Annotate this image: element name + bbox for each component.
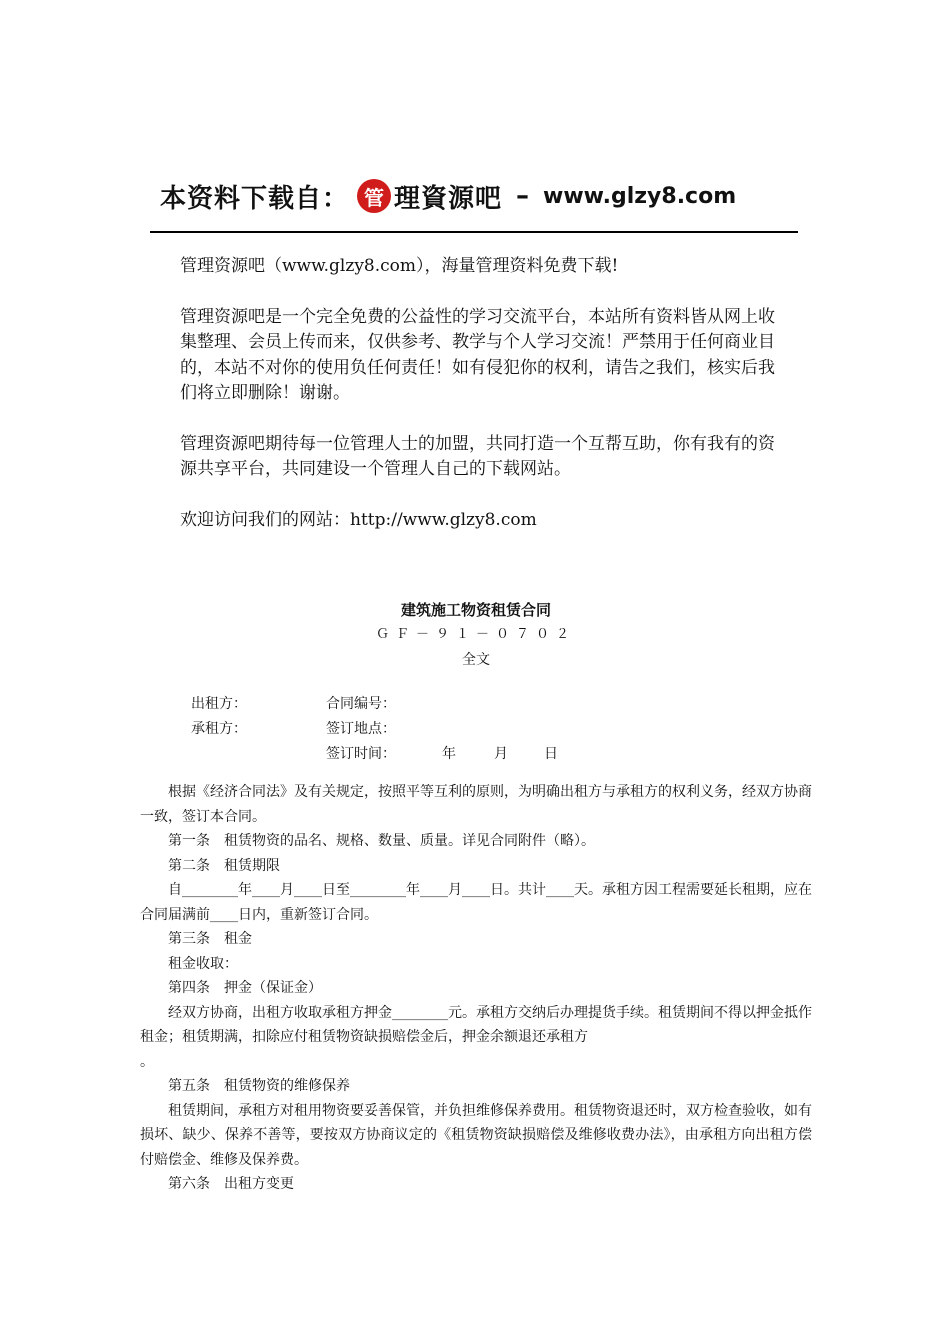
lessee-label: 承租方：: [191, 721, 247, 737]
site-banner: [160, 172, 800, 220]
sign-year-label: 年: [442, 746, 456, 762]
contract-paragraph: 第五条 租赁物资的维修保养: [168, 1078, 350, 1094]
intro-paragraph-2: 管理资源吧是一个完全免费的公益性的学习交流平台，本站所有资料皆从网上收集整理、会员上传而来，仅供参考、教学与个人学习交流！严禁用于任何商业目的，本站不对你的使用负任何责任！如有侵犯你的权利，请告之我们，核实后我们将立即删除！谢谢。: [180, 306, 775, 403]
contract-paragraph: 第二条 租赁期限: [168, 857, 280, 874]
contract-paragraph: 租金收取：: [168, 955, 238, 972]
banner-url-link[interactable]: www.glzy8.com: [543, 183, 737, 209]
banner-lead-text: 本资料下载自：: [160, 183, 350, 214]
contract-paragraph: 第一条 租赁物资的品名、规格、数量、质量。详见合同附件（略）。: [168, 833, 595, 849]
contract-document: [140, 598, 812, 1197]
lessor-label: 出租方：: [191, 696, 247, 712]
contract-body: [140, 780, 812, 1197]
site-logo-icon: 管: [357, 179, 391, 213]
contract-paragraph: 自________年____月____日至________年____月____日。共计____天。承租方因工程需要延长租期，应在合同届满前____日内，重新签订合同。: [140, 882, 812, 923]
banner-brand-text: 理資源吧: [394, 183, 503, 214]
contract-paragraph: 第三条 租金: [168, 931, 252, 947]
banner-dash: –: [516, 181, 530, 211]
banner-divider: [150, 231, 798, 233]
contract-parties: [140, 692, 812, 768]
contract-paragraph: 第六条 出租方变更: [168, 1176, 294, 1192]
sign-place-label: 签订地点：: [326, 721, 396, 737]
contract-title: 建筑施工物资租赁合同: [400, 601, 551, 619]
intro-paragraph-3: 管理资源吧期待每一位管理人士的加盟，共同打造一个互帮互助，你有我有的资源共享平台，共同建设一个管理人自己的下载网站。: [180, 433, 775, 479]
contract-no-label: 合同编号：: [326, 696, 396, 712]
contract-code: ＧＦ－９１－０７０２: [375, 627, 576, 642]
intro-notice: [180, 254, 780, 533]
sign-month-label: 月: [494, 746, 508, 762]
full-text-label: 全文: [462, 652, 490, 668]
contract-paragraph: 租赁期间，承租方对租用物资要妥善保管，并负担维修保养费用。租赁物资退还时，双方检查验收，如有损坏、缺少、保养不善等，要按双方协商议定的《租赁物资缺损赔偿及维修收费办法》，由承租方向出租方偿付赔偿金、维修及保养费。: [140, 1102, 812, 1168]
contract-paragraph: 。: [140, 1053, 154, 1070]
contract-paragraph: 经双方协商，出租方收取承租方押金________元。承租方交纳后办理提货手续。租赁期间不得以押金抵作租金；租赁期满，扣除应付租赁物资缺损赔偿金后，押金余额退还承租方: [140, 1004, 812, 1045]
sign-time-label: 签订时间：: [326, 746, 396, 762]
intro-paragraph-1: 管理资源吧（www.glzy8.com），海量管理资料免费下载!: [180, 256, 619, 276]
intro-paragraph-4: 欢迎访问我们的网站：http://www.glzy8.com: [180, 509, 537, 530]
sign-day-label: 日: [544, 746, 558, 762]
contract-paragraph: 第四条 押金（保证金）: [168, 980, 322, 996]
contract-paragraph: 根据《经济合同法》及有关规定，按照平等互利的原则，为明确出租方与承租方的权利义务，经双方协商一致，签订本合同。: [140, 784, 812, 825]
